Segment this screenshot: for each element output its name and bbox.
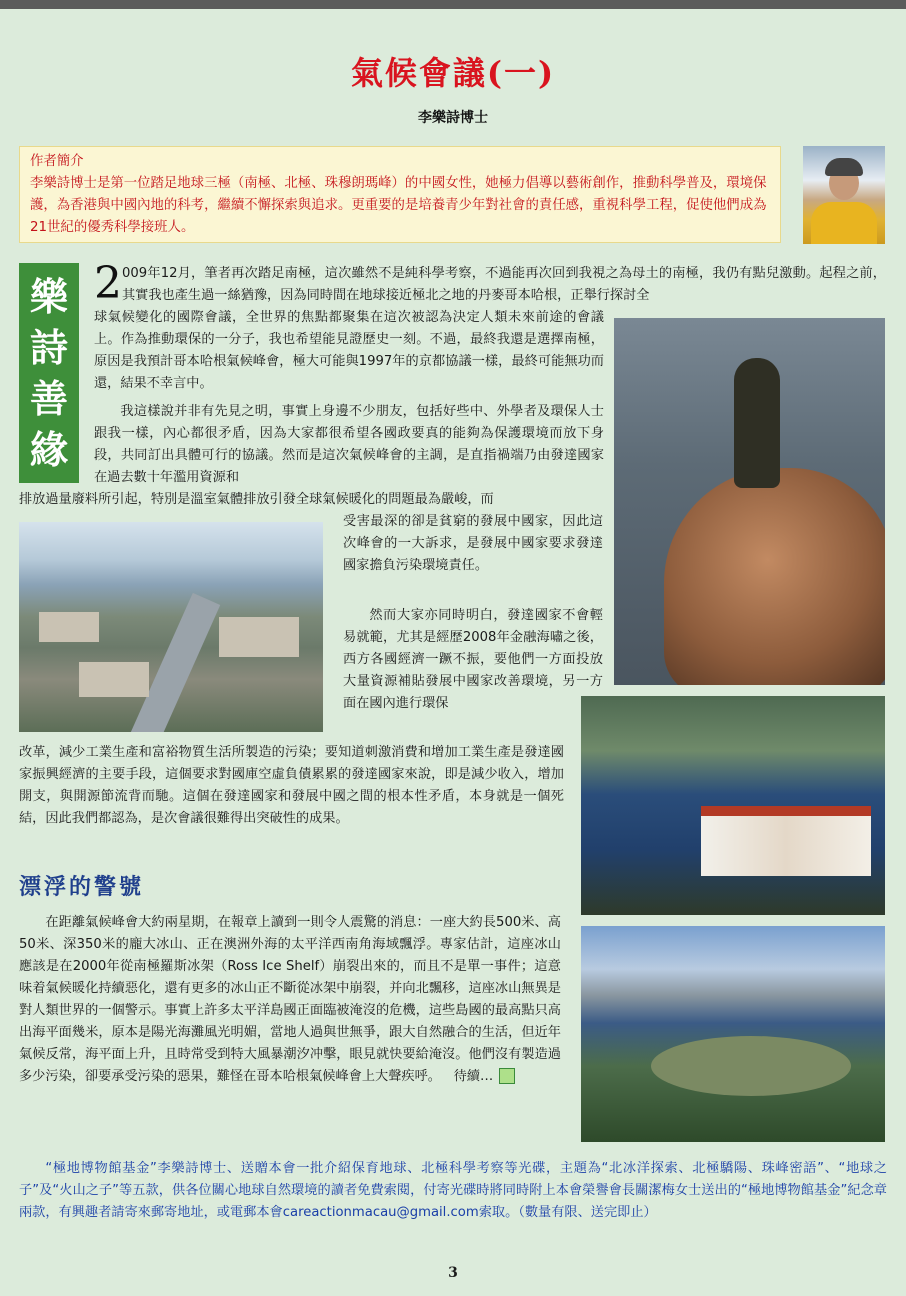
section-heading: 漂浮的警號	[19, 874, 145, 900]
article-paragraph: 球氣候變化的國際會議，全世界的焦點都聚集在這次被認為決定人類未來前途的會議上。作為推動環保的一分子，我也希望能見證歷史一刻。不過，最終我還是選擇南極，原因是我預計哥本哈根氣候峰會，極大可能與1997年的京都協議一樣，最終可能無功而還，結果不幸言中。	[94, 310, 604, 391]
author-photo	[803, 146, 885, 244]
city-port-photo	[19, 522, 323, 732]
article-paragraph: 然而大家亦同時明白，發達國家不會輕易就範，尤其是經歷2008年金融海嘯之後，西方各國經濟一蹶不振，要他們一方面投放大量資源補貼發展中國家改善環境，另一方面在國內進行環保	[343, 608, 603, 711]
section-body: 在距離氣候峰會大約兩星期，在報章上讀到一則令人震驚的消息：一座大約長500米、高50米、深350米的龐大冰山、正在澳洲外海的太平洋西南角海域飄浮。專家估計，這座冰山應該是在2000年從南極羅斯冰架（Ross Ice Shelf）崩裂出來的，而且不是單一事件；這意味着氣候暖化持續惡化，還有更多的冰山正不斷從冰架中崩裂，并向北飄移，這座冰山無異是對人類世界的一個警示。事實上許多太平洋島國正面臨被淹沒的危機，這些島國的最高點只高出海平面幾米，原本是陽光海灘風光明媚，當地人過與世無爭，跟大自然融合的生活，但近年氣候反常，海平面上升，且時常受到特大風暴潮汐冲擊，眼見就快要給淹沒。他們沒有製造過多少污染，卻要承受污染的惡果，難怪在哥本哈根氣候峰會上大聲疾呼。	[19, 915, 561, 1084]
author-bio-box	[19, 146, 781, 243]
section-paragraph	[19, 912, 561, 1088]
footer-note: “極地博物館基金”李樂詩博士、送贈本會一批介紹保育地球、北極科學考察等光碟，主題為“北冰洋探索、北極驕陽、珠峰密語”、“地球之子”及“火山之子”等五款，供各位關心地球自然環境的讀者免費索閱，付寄光碟時將同時附上本會榮譽會長關潔梅女士送出的“極地博物館基金”紀念章兩款，有興趣者請寄來郵寄地址，或電郵本會careactionmacau@gmail.com索取。（數量有限、送完即止）	[19, 1161, 887, 1220]
column-tag-char: 緣	[29, 426, 68, 472]
bio-text: 李樂詩博士是第一位踏足地球三極（南極、北極、珠穆朗瑪峰）的中國女性，她極力倡導以藝術創作，推動科學普及，環境保護，為香港與中國內地的科考，繼續不懈探索與追求。更重要的是培養青少年對社會的責任感，重視科學工程，促使他們成為21世紀的優秀科學接班人。	[30, 176, 767, 235]
article-paragraph: 改革，減少工業生產和富裕物質生活所製造的污染；要知道刺激消費和增加工業生產是發達國家振興經濟的主要手段，這個要求對國庫空虛負債累累的發達國家來說，即是減少收入，增加開支，與開源節流背而馳。這個在發達國家和發展中國之間的根本性矛盾，本身就是一個死結，因此我們都認為，是次會議很難得出突破性的成果。	[19, 745, 564, 826]
continued-label: 待續…	[453, 1069, 494, 1084]
column-tag-char: 詩	[29, 324, 68, 370]
article-paragraph: 排放過量廢料所引起，特別是溫室氣體排放引發全球氣候暖化的問題最為嚴峻，而	[19, 492, 494, 507]
continue-icon	[499, 1068, 515, 1084]
little-mermaid-photo	[614, 318, 885, 685]
column-tag-char: 樂	[29, 273, 68, 319]
page-number: 3	[448, 1265, 458, 1281]
column-tag	[19, 263, 79, 483]
article-paragraph: 受害最深的卻是貧窮的發展中國家，因此這次峰會的一大訴求，是發展中國家要求發達國家擔負污染環境責任。	[343, 514, 603, 573]
page-title: 氣候會議(一)	[350, 54, 556, 92]
lake-mountain-photo	[581, 926, 885, 1142]
column-tag-char: 善	[29, 375, 68, 421]
bio-heading: 作者簡介	[30, 154, 84, 169]
coastal-town-photo	[581, 696, 885, 915]
top-rule	[0, 0, 906, 9]
author-name: 李樂詩博士	[418, 110, 488, 126]
article-paragraph: 009年12月，筆者再次踏足南極，這次雖然不是純科學考察，不過能再次回到我視之為母土的南極，我仍有點兒激動。起程之前，其實我也產生過一絲猶豫，因為同時間在地球接近極北之地的丹麥哥本哈根，正舉行探討全	[122, 266, 886, 303]
drop-cap: 2	[94, 258, 122, 309]
article-paragraph: 我這樣說并非有先見之明，事實上身邊不少朋友，包括好些中、外學者及環保人士跟我一樣，內心都很矛盾，因為大家都很希望各國政要真的能夠為保護環境而放下身段，共同訂出具體可行的協議。然而是這次氣候峰會的主調，是直指禍端乃由發達國家在過去數十年濫用資源和	[94, 404, 604, 485]
